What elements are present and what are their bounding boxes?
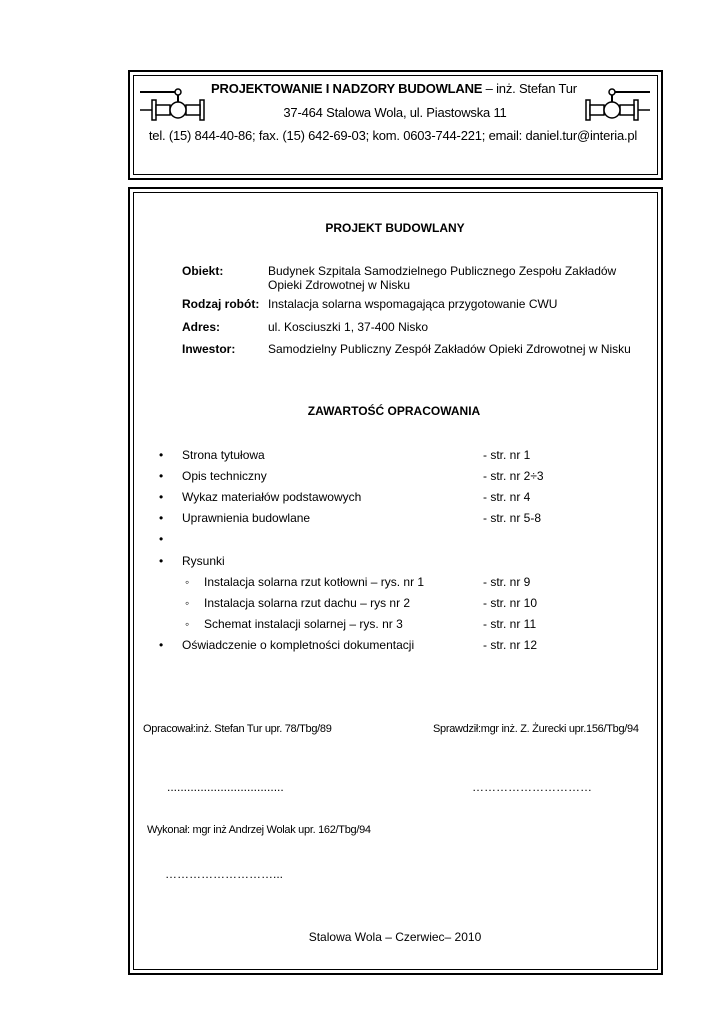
- list-item-text: Oświadczenie o kompletności dokumentacji: [182, 638, 415, 652]
- sublist-bullet: ◦: [185, 575, 190, 589]
- executed-by: Wykonał: mgr inż Andrzej Wolak upr. 162/Tbg/94: [147, 824, 371, 836]
- prepared-by: Opracował:inż. Stefan Tur upr. 78/Tbg/89: [143, 723, 332, 735]
- company-contact: tel. (15) 844-40-86; fax. (15) 642-69-03; kom. 0603-744-221; email: daniel.tur@interia.pl: [148, 128, 638, 143]
- sublist-bullet: ◦: [185, 617, 190, 631]
- page-title: PROJEKT BUDOWLANY: [325, 221, 465, 235]
- value-adres: ul. Kosciuszki 1, 37-400 Nisko: [268, 320, 429, 334]
- footer-place-date: Stalowa Wola – Czerwiec– 2010: [308, 930, 482, 944]
- list-bullet: •: [159, 554, 164, 568]
- list-bullet: •: [159, 448, 164, 462]
- contents-title: ZAWARTOŚĆ OPRACOWANIA: [307, 404, 481, 418]
- list-bullet: •: [159, 490, 164, 504]
- list-item-text: Uprawnienia budowlane: [182, 511, 311, 525]
- company-line: [0, 81, 724, 96]
- list-item-page: - str. nr 2÷3: [483, 469, 544, 483]
- company-address: 37-464 Stalowa Wola, ul. Piastowska 11: [283, 105, 507, 120]
- label-obiekt: Obiekt:: [182, 264, 224, 278]
- signature-line-prepared: ...................................: [167, 780, 284, 794]
- list-item-page: - str. nr 4: [483, 490, 531, 504]
- list-item-text: Wykaz materiałów podstawowych: [182, 490, 362, 504]
- sublist-item-text: Instalacja solarna rzut dachu – rys nr 2: [204, 596, 411, 610]
- list-bullet: •: [159, 532, 164, 546]
- label-adres: Adres:: [182, 320, 221, 334]
- signature-line-executed: ………………………...: [165, 867, 284, 881]
- list-item-text: Strona tytułowa: [182, 448, 265, 462]
- sublist-item-page: - str. nr 10: [483, 596, 538, 610]
- value-obiekt-line2: Opieki Zdrowotnej w Nisku: [268, 278, 411, 292]
- value-rodzaj-robot: Instalacja solarna wspomagająca przygotowanie CWU: [268, 297, 558, 311]
- company-name: PROJEKTOWANIE I NADZORY BUDOWLANE: [211, 81, 483, 96]
- sublist-bullet: ◦: [185, 596, 190, 610]
- list-item-text: Rysunki: [182, 554, 225, 568]
- checked-by: Sprawdził:mgr inż. Z. Żurecki upr.156/Tbg/94: [433, 723, 639, 735]
- list-item-page: - str. nr 5-8: [483, 511, 542, 525]
- company-owner: – inż. Stefan Tur: [482, 81, 577, 96]
- label-inwestor: Inwestor:: [182, 342, 236, 356]
- list-item-page: - str. nr 1: [483, 448, 531, 462]
- sublist-item-text: Schemat instalacji solarnej – rys. nr 3: [204, 617, 403, 631]
- list-bullet: •: [159, 638, 164, 652]
- sublist-item-text: Instalacja solarna rzut kotłowni – rys. nr 1: [204, 575, 425, 589]
- value-inwestor: Samodzielny Publiczny Zespół Zakładów Opieki Zdrowotnej w Nisku: [268, 342, 631, 356]
- sublist-item-page: - str. nr 11: [483, 617, 537, 631]
- signature-line-checked: …………………………: [472, 780, 592, 794]
- list-item-page: - str. nr 12: [483, 638, 538, 652]
- list-bullet: •: [159, 511, 164, 525]
- list-item-text: Opis techniczny: [182, 469, 267, 483]
- label-rodzaj-robot: Rodzaj robót:: [182, 297, 260, 311]
- list-bullet: •: [159, 469, 164, 483]
- sublist-item-page: - str. nr 9: [483, 575, 531, 589]
- value-obiekt: Budynek Szpitala Samodzielnego Publicznego Zespołu Zakładów: [268, 264, 617, 278]
